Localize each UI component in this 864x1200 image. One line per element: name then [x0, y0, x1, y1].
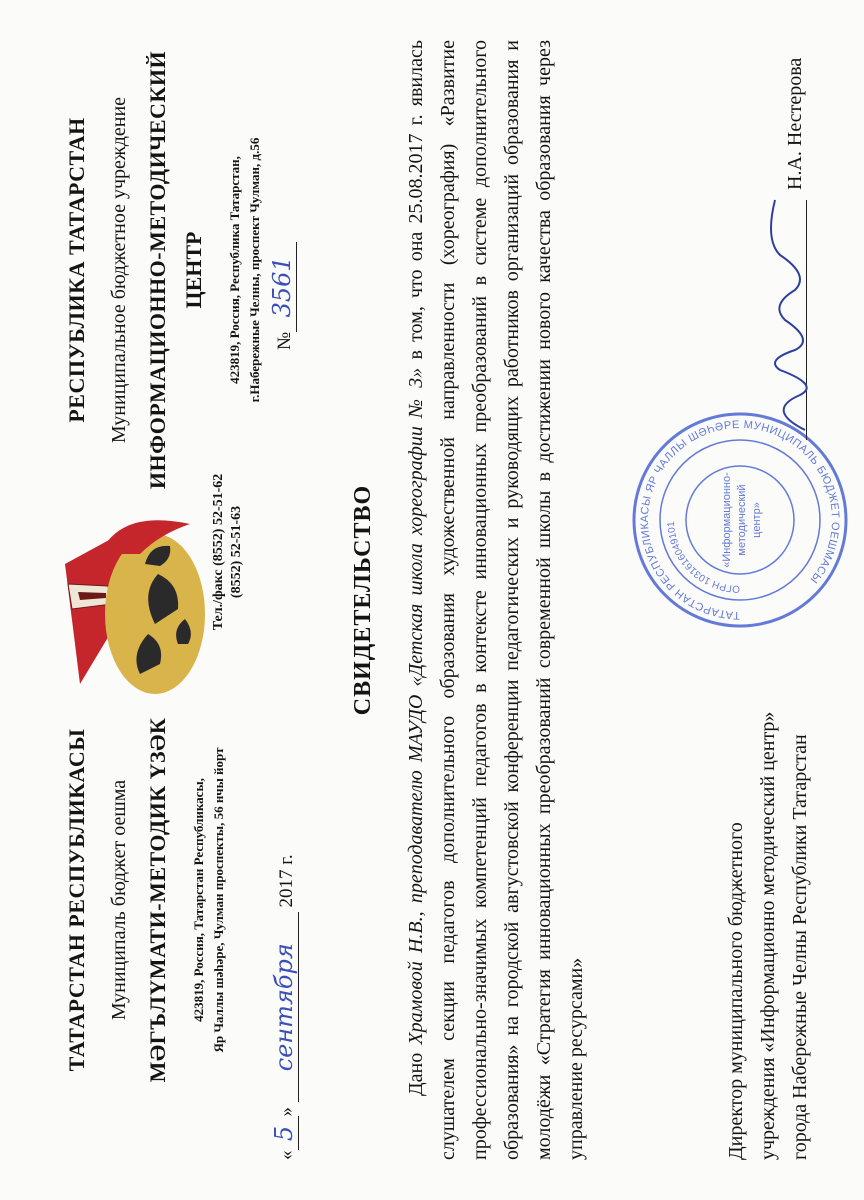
- stamp-center1: «Информационно-: [721, 472, 733, 568]
- header-left-address1: 423819, Россия, Татарстан Республикасы,: [191, 778, 206, 1022]
- stamp-ring-outer: ТАТАРСТАН РЕСПУБЛИКАСЫ ЯР ЧАЛЛЫ ШӘҺӘРЕ МУНИЦИПАЛЬ БЮДЖЕТ ОЕШМАСЫ: [638, 418, 842, 622]
- date-month: сентября: [270, 912, 299, 1102]
- signature-line2: учреждения «Информационно методический центр»: [757, 711, 779, 1160]
- header-right-address2: г.Набережные Челны, проспект Чулман, д.56: [247, 137, 262, 403]
- number-value: 3561: [268, 242, 297, 332]
- stamp-ring-inner: ОГРН 1031616049101: [665, 521, 741, 595]
- body-text: в том, что она 25.08.2017 г. явилась слушателем секции педагогов дополнительного образования художественной направленности (хореография) «Развитие профессионально-значимых компетенций педагогов в контексте инновационных преобразований в системе дополнительного образования» на городской августовской конференции педагогических и руководящих работников организаций образования и молодёжи «Стратегия инновационных преобразований современной школы в достижении нового качества образования через управление ресурсами»: [405, 40, 587, 1160]
- stamp-center2: методический: [736, 484, 748, 556]
- director-name: Н.А. Нестерова: [784, 57, 806, 190]
- date-year: 2017 г.: [276, 854, 297, 908]
- signature-line1: Директор муниципального бюджетного: [725, 822, 747, 1160]
- tel-fax: Тел./факс (8552) 52-51-62: [211, 473, 226, 631]
- header-left-address: [189, 640, 229, 1160]
- header-right: [64, 40, 265, 500]
- stamp-center3: центр»: [751, 502, 763, 538]
- number-label: №: [274, 331, 295, 350]
- header-right-line2: Муниципальное бюджетное учреждение: [108, 96, 130, 444]
- header-left-line1: ТАТАРСТАН РЕСПУБЛИКАСЫ: [64, 728, 89, 1072]
- header-left-address2: Яр Чаллы шәһәре, Чулман проспекты, 56 нчы йорт: [211, 747, 226, 1053]
- date-day: 5: [270, 1117, 299, 1151]
- document-number: [268, 242, 297, 350]
- handwritten-signature-icon: [760, 190, 820, 440]
- date-close-quote: »: [276, 1107, 297, 1117]
- body-intro: Дано: [405, 1044, 427, 1096]
- body-paragraph: [400, 40, 592, 1160]
- body-recipient: Храмовой Н.В., преподавателю МАУДО «Детская школа хореографии № 3»: [405, 367, 427, 1045]
- header-right-line1: РЕСПУБЛИКА ТАТАРСТАН: [64, 117, 89, 423]
- certificate-body: [400, 40, 592, 1160]
- header-left-line3: МӘГЪЛҮМАТИ-МЕТОДИК ҮЗӘК: [145, 717, 170, 1083]
- header-left-line2: Муниципаль бюджет оешма: [108, 779, 130, 1021]
- header-right-address: [225, 40, 265, 500]
- date-line: [270, 854, 299, 1160]
- document-title: СВИДЕТЕЛЬСТВО: [350, 484, 376, 716]
- header-left: [64, 640, 229, 1160]
- city-emblem-icon: [60, 494, 210, 704]
- date-open-quote: «: [276, 1150, 297, 1160]
- header-right-line4: ЦЕНТР: [181, 231, 206, 309]
- signature-line3: города Набережные Челны Республики Татарстан: [789, 734, 811, 1160]
- header-right-line3: ИНФОРМАЦИОННО-МЕТОДИЧЕСКИЙ: [145, 50, 170, 490]
- tel-second: (8552) 52-51-63: [229, 505, 244, 599]
- header-right-address1: 423819, Россия, Республика Татарстан,: [227, 156, 242, 384]
